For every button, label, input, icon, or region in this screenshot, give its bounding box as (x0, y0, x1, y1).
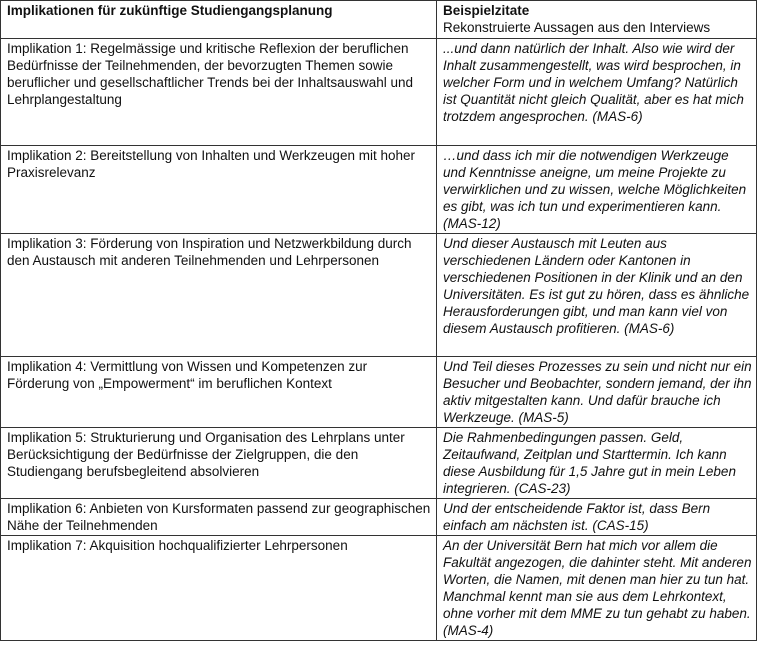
table-row (1, 146, 757, 234)
table-row (1, 357, 757, 428)
quote-cell: An der Universität Bern hat mich vor allem die Fakultät angezogen, die dahinter steht. Mit anderen Worten, die Namen, mit denen man hier zu tun hat. Manchmal kennt man sie aus dem Lehrkontext, ohne vorher mit dem MME zu tun gehabt zu haben. (MAS-4) (437, 536, 757, 641)
implication-cell: Implikation 4: Vermittlung von Wissen und Kompetenzen zur Förderung von „Empowerment“ im beruflichen Kontext (1, 357, 437, 428)
quote-cell: Und dieser Austausch mit Leuten aus verschiedenen Ländern oder Kantonen in verschiedenen Positionen in der Klinik und an den Universitäten. Es ist gut zu hören, dass es ähnliche Herausforderungen gibt, und man kann viel von diesem Austausch profitieren. (MAS-6) (437, 234, 757, 357)
quote-cell: Und der entscheidende Faktor ist, dass Bern einfach am nächsten ist. (CAS-15) (437, 499, 757, 536)
header-quotes-title: Beispielzitate (443, 3, 530, 18)
implication-cell: Implikation 3: Förderung von Inspiration und Netzwerkbildung durch den Austausch mit anderen Teilnehmenden und Lehrpersonen (1, 234, 437, 357)
header-quotes-subtitle: Rekonstruierte Aussagen aus den Interviews (443, 20, 711, 35)
header-implications: Implikationen für zukünftige Studiengangsplanung (1, 1, 437, 39)
table-row (1, 536, 757, 641)
implication-cell: Implikation 2: Bereitstellung von Inhalten und Werkzeugen mit hoher Praxisrelevanz (1, 146, 437, 234)
quote-cell: Und Teil dieses Prozesses zu sein und nicht nur ein Besucher und Beobachter, sondern jemand, der ihn aktiv mitgestalten kann. Und dafür brauche ich Werkzeuge. (MAS-5) (437, 357, 757, 428)
table-row (1, 39, 757, 146)
implication-cell: Implikation 5: Strukturierung und Organisation des Lehrplans unter Berücksichtigung der Bedürfnisse der Zielgruppen, die den Studiengang berufsbegleitend absolvieren (1, 428, 437, 499)
quote-cell: ...und dann natürlich der Inhalt. Also wie wird der Inhalt zusammengestellt, was wird besprochen, in welcher Form und in welchem Umfang? Natürlich ist Quantität nicht gleich Qualität, aber es hat mich trotzdem angesprochen. (MAS-6) (437, 39, 757, 146)
implication-cell: Implikation 7: Akquisition hochqualifizierter Lehrpersonen (1, 536, 437, 641)
table-row (1, 499, 757, 536)
quote-cell: Die Rahmenbedingungen passen. Geld, Zeitaufwand, Zeitplan und Starttermin. Ich kann diese Ausbildung für 1,5 Jahre gut in mein Leben integrieren. (CAS-23) (437, 428, 757, 499)
implication-cell: Implikation 1: Regelmässige und kritische Reflexion der beruflichen Bedürfnisse der Teilnehmenden, der bevorzugten Themen sowie beruflicher und gesellschaftlicher Trends bei der Inhaltsauswahl und Lehrplangestaltung (1, 39, 437, 146)
table-row (1, 428, 757, 499)
header-quotes (437, 1, 757, 39)
quote-cell: …und dass ich mir die notwendigen Werkzeuge und Kenntnisse aneigne, um meine Projekte zu verwirklichen und zu wissen, welche Möglichkeiten es gibt, was ich tun und experimentieren kann. (MAS-12) (437, 146, 757, 234)
table-row (1, 234, 757, 357)
implication-cell: Implikation 6: Anbieten von Kursformaten passend zur geographischen Nähe der Teilnehmenden (1, 499, 437, 536)
table-header-row (1, 1, 757, 39)
